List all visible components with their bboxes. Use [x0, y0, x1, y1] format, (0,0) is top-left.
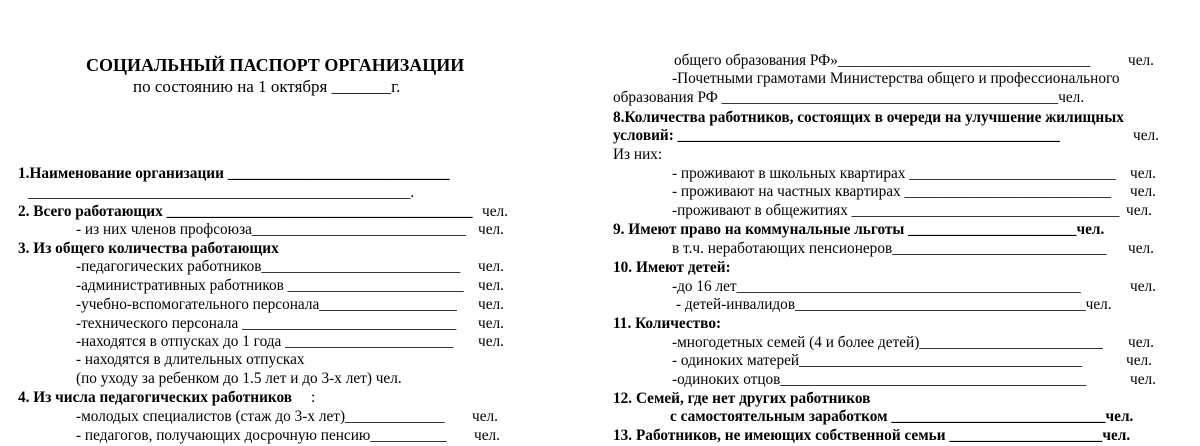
section-utility-benefits: 9. Имеют право на коммунальные льготы ______________________чел.	[613, 221, 1105, 238]
field-org-name-continued: __________________________________________________.	[28, 184, 415, 201]
unit-label: чел.	[1126, 352, 1152, 369]
section-no-other-workers: 12. Семей, где нет других работников	[613, 390, 871, 407]
unit-label: чел.	[1130, 165, 1156, 182]
section-teachers: 4. Из числа педагогических работников	[18, 389, 293, 406]
field-teaching-staff: -педагогических работников__________________________	[76, 258, 461, 275]
field-general-education: общего образования РФ»_________________________________	[674, 52, 1091, 69]
field-school-apartments: - проживают в школьных квартирах ___________________________	[672, 165, 1116, 182]
unit-label: чел.	[478, 333, 504, 350]
field-single-fathers: -одиноких отцов________________________________________	[672, 371, 1087, 388]
unit-label: чел.	[478, 315, 504, 332]
unit-label: чел.	[1130, 183, 1156, 200]
label-of-them: Из них:	[613, 146, 663, 163]
section-teachers-colon: :	[311, 389, 316, 406]
field-honorary-diplomas: -Почетными грамотами Министерства общего и профессионального	[672, 70, 1120, 87]
unit-label: чел.	[482, 203, 508, 220]
unit-label: чел.	[472, 408, 498, 425]
section-count: 11. Количество:	[613, 315, 722, 332]
field-admin-staff: -административных работников _______________________	[76, 277, 464, 294]
unit-label: чел.	[478, 296, 504, 313]
field-large-families: -многодетных семей (4 и более детей)________________________	[672, 334, 1103, 351]
field-org-name: 1.Наименование организации _____________________________	[18, 165, 450, 182]
field-private-apartments: - проживают на частных квартирах ___________________________	[672, 183, 1111, 200]
unit-label: чел.	[1130, 371, 1156, 388]
unit-label: чел.	[1130, 278, 1156, 295]
section-housing-queue: 8.Количества работников, состоящих в очереди на улучшение жилищных	[613, 109, 1124, 126]
unit-label: чел.	[1133, 127, 1159, 144]
field-support-staff: -учебно-вспомогательного персонала__________________	[76, 296, 457, 313]
field-long-leave-detail: (по уходу за ребенком до 1.5 лет и до 3-х лет) чел.	[76, 370, 402, 387]
section-housing-queue-continued: условий: __________________________________________________	[613, 127, 1061, 144]
page-subtitle: по состоянию на 1 октября _______г.	[133, 77, 401, 96]
field-early-pension: - педагогов, получающих досрочную пенсию__________	[76, 427, 447, 444]
field-young-specialists: -молодых специалистов (стаж до 3-х лет)_____________	[76, 408, 445, 425]
field-honorary-diplomas-continued: образования РФ ____________________________________________чел.	[613, 89, 1085, 106]
field-disabled-children: - детей-инвалидов______________________________________чел.	[676, 296, 1112, 313]
field-technical-staff: -технического персонала ____________________________	[76, 315, 457, 332]
field-leave-under-1yr: -находятся в отпусках до 1 года ______________________	[76, 333, 454, 350]
field-union-members: - из них членов профсоюза____________________________	[76, 221, 467, 238]
unit-label: чел.	[1128, 334, 1154, 351]
section-from-total: 3. Из общего количества работающих	[18, 240, 279, 257]
field-single-mothers: - одиноких матерей_____________________________________	[672, 352, 1083, 369]
field-non-working-pensioners: в т.ч. неработающих пенсионеров____________________________	[672, 240, 1107, 257]
unit-label: чел.	[478, 258, 504, 275]
section-no-own-family: 13. Работников, не имеющих собственной семьи ____________________чел.	[613, 427, 1131, 444]
unit-label: чел.	[474, 427, 500, 444]
unit-label: чел.	[1128, 240, 1154, 257]
section-no-other-workers-continued: с самостоятельным заработком ____________________________чел.	[670, 408, 1134, 425]
field-under-16: -до 16 лет_____________________________________________	[672, 278, 1081, 295]
unit-label: чел.	[478, 277, 504, 294]
field-dormitories: -проживают в общежитиях ___________________________________	[672, 202, 1120, 219]
unit-label: чел.	[1126, 202, 1152, 219]
unit-label: чел.	[1128, 52, 1154, 69]
section-have-children: 10. Имеют детей:	[613, 259, 731, 276]
section-total-workers: 2. Всего работающих ________________________________________	[18, 203, 473, 220]
page-title: СОЦИАЛЬНЫЙ ПАСПОРТ ОРГАНИЗАЦИИ	[86, 55, 465, 75]
field-long-leave: - находятся в длительных отпусках	[76, 351, 305, 368]
unit-label: чел.	[478, 221, 504, 238]
